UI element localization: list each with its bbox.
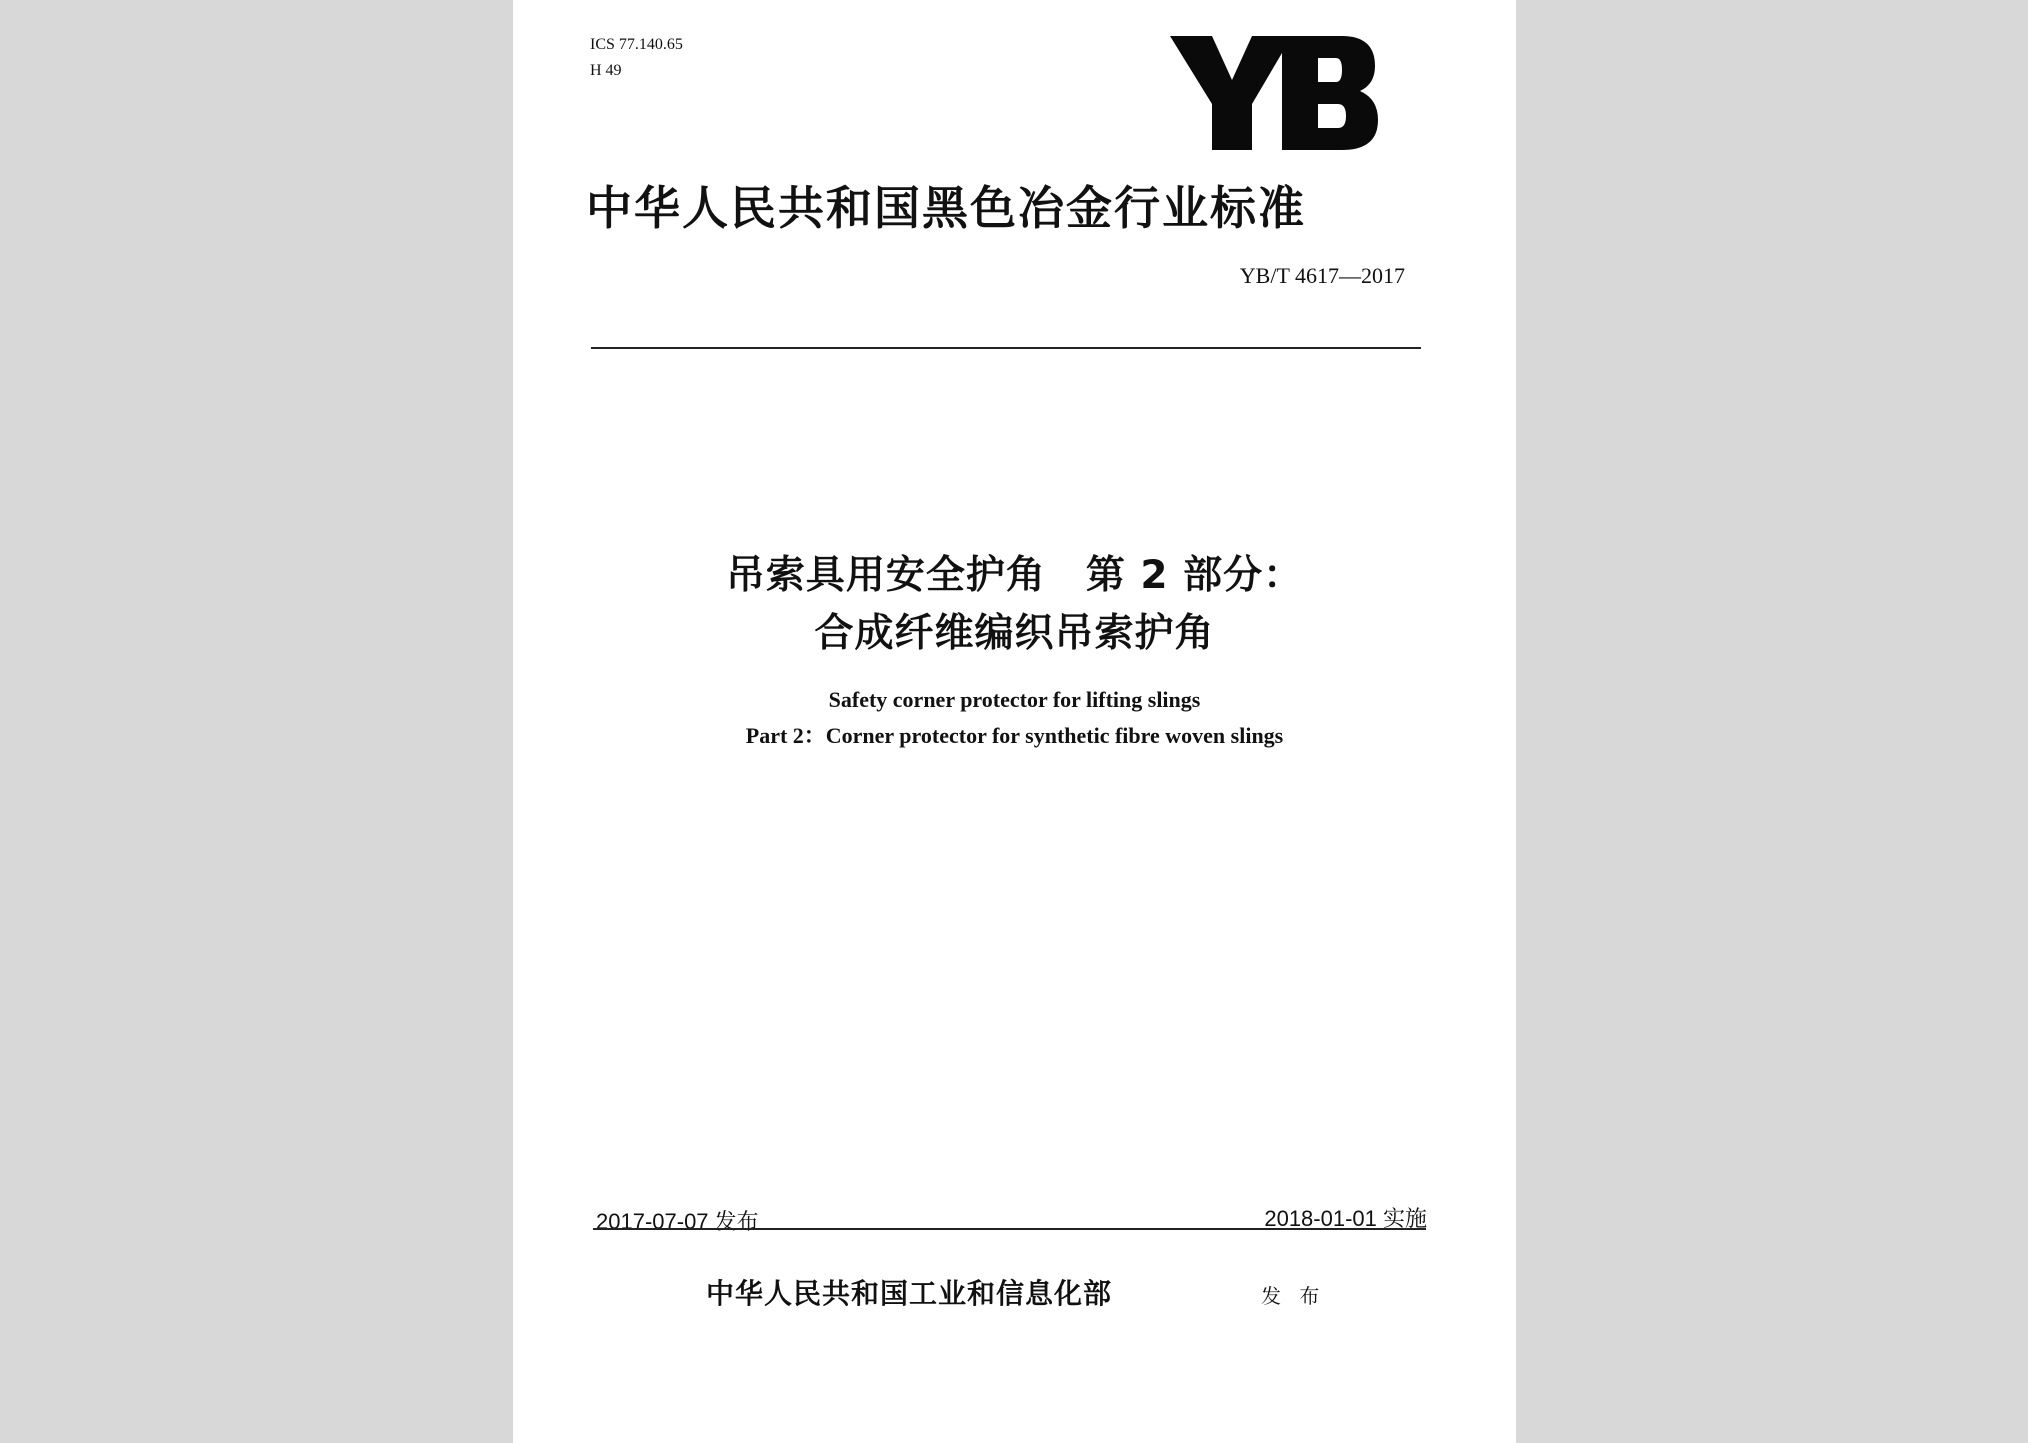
header-divider [591, 347, 1421, 349]
english-title-line-1: Safety corner protector for lifting slings [828, 687, 1201, 712]
english-title-line-2: Part 2：Corner protector for synthetic fibre woven slings [745, 723, 1284, 748]
standard-number: YB/T 4617—2017 [1239, 263, 1405, 288]
document-page [513, 0, 1516, 1443]
yb-logo [1170, 28, 1380, 158]
footer-divider [593, 1228, 1426, 1230]
chinese-title-line-1: 吊索具用安全护角 第 2 部分： [725, 553, 1304, 598]
industry-standard-title: 中华人民共和国黑色冶金行业标准 [586, 181, 1306, 235]
publish-label: 发 布 [1261, 1284, 1326, 1308]
chinese-title-line-2: 合成纤维编织吊索护角 [814, 611, 1215, 656]
ccs-code: H 49 [590, 62, 622, 79]
issue-date: 2017-07-07 发布 [596, 1209, 759, 1234]
publisher-name: 中华人民共和国工业和信息化部 [706, 1277, 1113, 1310]
ics-code: ICS 77.140.65 [590, 36, 683, 53]
implementation-date: 2018-01-01 实施 [1264, 1206, 1427, 1231]
